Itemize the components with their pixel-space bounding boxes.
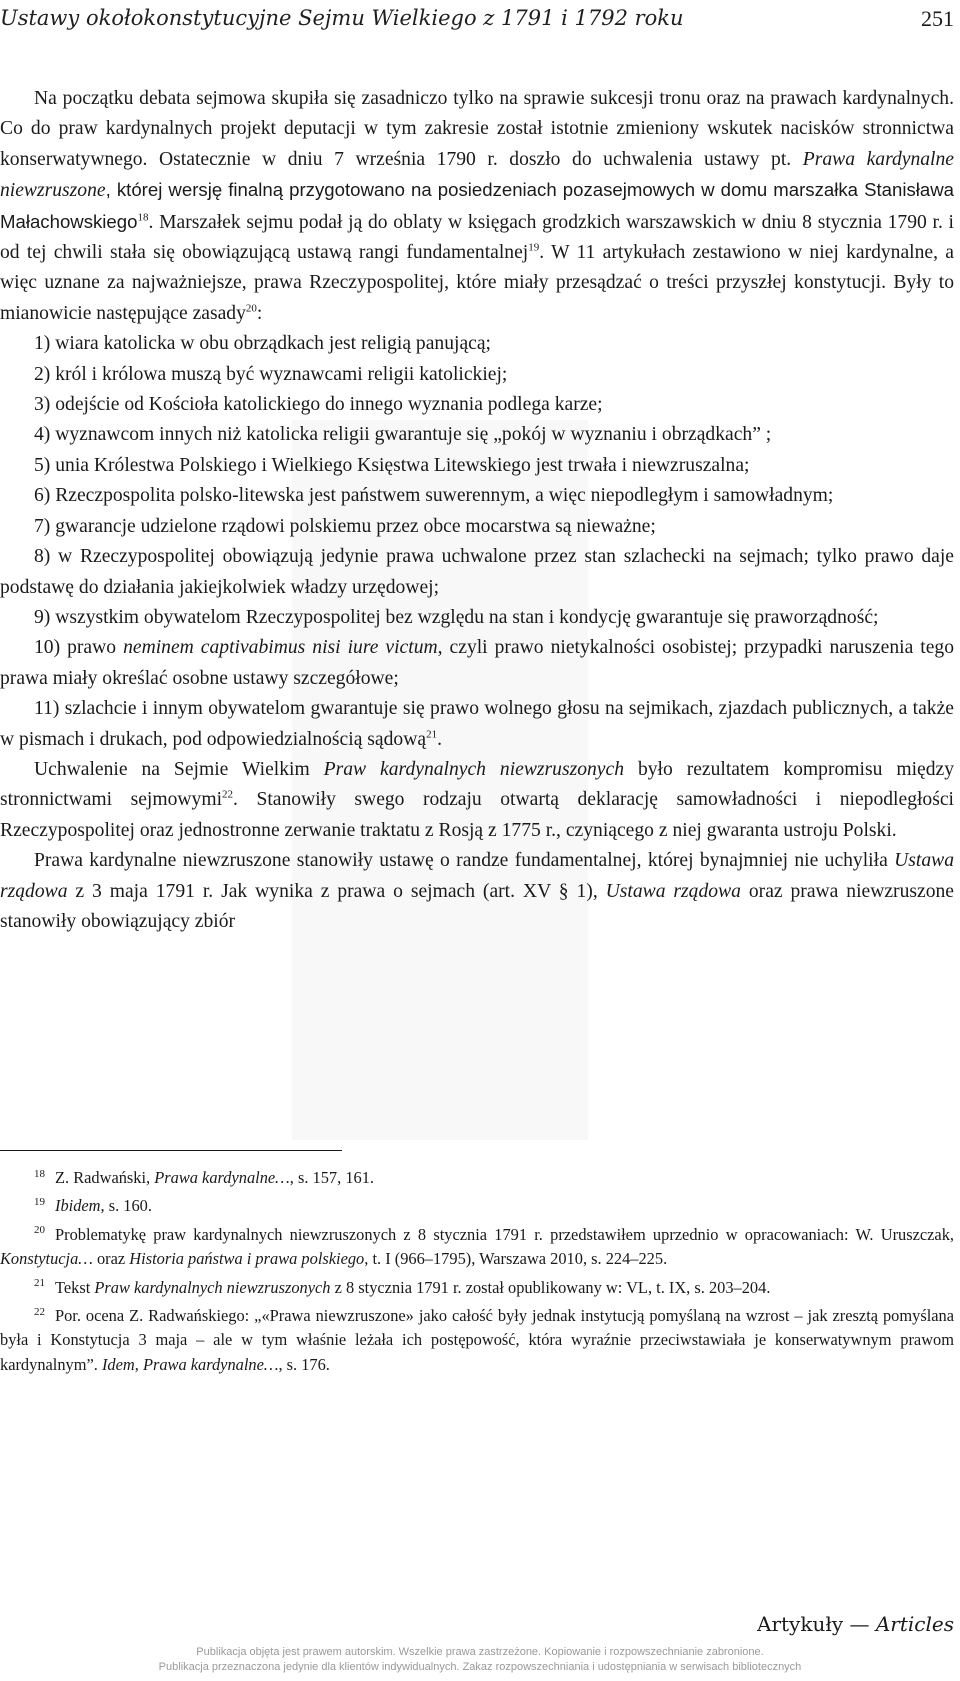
text-span: oraz prawa niewzruszone stanowiły obowiązujący zbiór xyxy=(0,880,954,932)
footnote-number: 22 xyxy=(34,1305,45,1318)
list-item: 8) w Rzeczypospolitej obowiązują jedynie prawa uchwalone przez stan szlachecki na sejmach; tylko prawo daje podstawę do działania jakiejkolwiek władzy urzędowej; xyxy=(0,546,954,598)
copyright-notice xyxy=(0,1645,960,1675)
footnote-ref[interactable]: 19 xyxy=(528,241,540,254)
list-item: 5) unia Królestwa Polskiego i Wielkiego Księstwa Litewskiego jest trwała i niewzruszalna; xyxy=(34,454,750,476)
footnote-number: 20 xyxy=(34,1224,45,1237)
text-span: Tekst xyxy=(55,1277,95,1297)
text-span: , czyli prawo nietykalności osobistej; przypadki naruszenia tego prawa miały określać osobne ustawy szczegółowe; xyxy=(0,637,954,689)
text-span: 10) prawo xyxy=(34,637,124,659)
text-span: Prawa kardynalne niewzruszone stanowiły ustawę o randze fundamentalnej, której bynajmniej nie uchyliła xyxy=(34,850,895,872)
italic-title: Ibidem xyxy=(55,1196,101,1216)
list-item: 6) Rzeczpospolita polsko-litewska jest państwem suwerennym, a więc niepodległym i samowładnym; xyxy=(34,485,834,507)
footnote-ref[interactable]: 22 xyxy=(222,788,234,801)
footnote-ref[interactable]: 20 xyxy=(245,302,257,315)
italic-title: Historia państwa i prawa polskiego xyxy=(129,1249,365,1269)
text-span: Problematykę praw kardynalnych niewzruszonych z 8 stycznia 1791 r. przedstawiłem uprzednio w opracowaniach: W. Uruszczak, xyxy=(55,1224,954,1244)
section-label-italic: Articles xyxy=(875,1612,954,1636)
text-span: . Marszałek sejmu podał ją do oblaty w księgach grodzkich warszawskich w dniu 8 stycznia 1790 r. i od tej chwili stała się obowiązującą ustawą rangi fundamentalnej xyxy=(0,211,954,264)
text-span: 11) szlachcie i innym obywatelom gwarantuje się prawo wolnego głosu na sejmikach, zjazdach publicznych, a także w pismach i drukach, pod odpowiedzialnością sądową xyxy=(0,698,954,750)
text-span: z 3 maja 1791 r. Jak wynika z prawa o sejmach (art. XV § 1), xyxy=(67,880,606,902)
italic-title: Praw kardynalnych niewzruszonych xyxy=(323,758,624,780)
text-span: było rezultatem kompromisu między stronnictwami sejmowymi xyxy=(0,758,954,811)
italic-title: Idem xyxy=(101,1354,135,1374)
footnote-21 xyxy=(0,1276,954,1300)
text-span: : xyxy=(256,302,263,324)
italic-title: Ustawa rządowa xyxy=(0,850,954,902)
paragraph-3 xyxy=(0,846,954,937)
text-span: Z. Radwański, xyxy=(55,1168,155,1187)
section-label-text: Artykuły — xyxy=(757,1612,876,1636)
running-title: Ustawy okołokonstytucyjne Sejmu Wielkiego z 1791 i 1792 roku xyxy=(0,6,684,30)
list-item xyxy=(0,694,954,755)
text-span: oraz xyxy=(92,1249,130,1269)
text-span: . Stanowiły swego rodzaju otwartą deklarację samowładności i niepodległości Rzeczypospolitej oraz jednostronne zerwanie traktatu z Rosją z 1775 r., czyniącego z niej gwaranta ustroju Polski. xyxy=(0,789,954,841)
copyright-line: Publikacja przeznaczona jedynie dla klientów indywidualnych. Zakaz rozpowszechniania i udostępniania w serwisach bibliotecznych xyxy=(158,1661,802,1673)
copyright-line: Publikacja objęta jest prawem autorskim. Wszelkie prawa zastrzeżone. Kopiowanie i rozpowszechnianie zabronione. xyxy=(196,1646,764,1658)
footnote-number: 19 xyxy=(34,1195,45,1208)
footnote-18 xyxy=(0,1166,954,1190)
list-item: 9) wszystkim obywatelom Rzeczypospolitej bez względu na stan i kondycję gwarantuje się praworządność; xyxy=(34,606,879,628)
text-span: z 8 stycznia 1791 r. został opublikowany w: VL, t. IX, s. 203–204. xyxy=(330,1277,771,1297)
footnote-number: 18 xyxy=(34,1167,45,1180)
text-span: , s. 157, 161. xyxy=(289,1168,374,1187)
italic-title: Prawa kardynalne… xyxy=(142,1354,279,1374)
text-span: , xyxy=(134,1354,143,1374)
text-span: . xyxy=(437,728,442,750)
list-item: 2) król i królowa muszą być wyznawcami religii katolickiej; xyxy=(34,363,508,385)
text-span: . W 11 artykułach zestawiono w niej kardynalne, a więc uznane za najważniejsze, prawa Rzeczypospolitej, które miały przesądzać o treści przyszłej konstytucji. Były to mianowicie następujące zasady xyxy=(0,242,954,324)
list-item: 7) gwarancje udzielone rządowi polskiemu przez obce mocarstwa są nieważne; xyxy=(34,515,656,537)
text-span: Uchwalenie na Sejmie Wielkim xyxy=(34,758,324,780)
italic-title: Konstytucja… xyxy=(0,1249,93,1269)
text-span: , s. 160. xyxy=(100,1196,152,1216)
italic-title: Ustawa rządowa xyxy=(605,880,741,902)
list-item: 1) wiara katolicka w obu obrządkach jest religią panującą; xyxy=(34,333,491,355)
footnote-number: 21 xyxy=(34,1277,45,1290)
footnote-19 xyxy=(0,1194,954,1218)
page-header xyxy=(0,2,960,36)
latin-phrase: neminem captivabimus nisi iure victum xyxy=(123,637,438,659)
italic-title: Praw kardynalnych niewzruszonych xyxy=(94,1277,331,1297)
footnote-22 xyxy=(0,1304,954,1377)
text-span: Na początku debata sejmowa skupiła się zasadniczo tylko na sprawie sukcesji tronu oraz na prawach kardynalnych. Co do praw kardynalnych projekt deputacji w tym zakresie został istotnie zmieniony wskutek nacisków stronnictwa konserwatywnego. Ostatecznie w dniu 7 września 1790 r. doszło do uchwalenia ustawy pt. xyxy=(0,88,954,170)
paragraph-1 xyxy=(0,84,954,329)
list-item: 4) wyznawcom innych niż katolicka religii gwarantuje się „pokój w wyznaniu i obrządkach” ; xyxy=(34,424,772,446)
footnote-ref[interactable]: 18 xyxy=(137,211,149,224)
footnote-20 xyxy=(0,1223,954,1272)
italic-title: Prawa kardynalne… xyxy=(154,1168,290,1187)
footnote-ref[interactable]: 21 xyxy=(426,728,438,740)
footnotes xyxy=(0,1166,954,1381)
text-span: Por. ocena Z. Radwańskiego: „«Prawa niewzruszone» jako całość były jednak instytucją pomyślaną na wzrost – jak zresztą pomyślana była i Konstytucja 3 maja – ale w tym właśnie leżała ich postępowość, która wyraźnie przeciwstawiała je konserwatywnym prawom kardynalnym”. xyxy=(0,1306,954,1374)
main-text xyxy=(0,84,954,937)
section-label xyxy=(757,1612,954,1636)
text-span: , t. I (966–1795), Warszawa 2010, s. 224–225. xyxy=(364,1249,668,1269)
footnote-separator xyxy=(0,1150,342,1151)
text-span: , której wersję finalną przygotowano na posiedzeniach pozasejmowych w domu marszałka Stanisława Małachowskiego xyxy=(0,179,954,232)
italic-title: Prawa kardynalne niewzruszone xyxy=(0,148,954,202)
list-item: 3) odejście od Kościoła katolickiego do innego wyznania podlega karze; xyxy=(34,394,603,416)
list-item xyxy=(0,633,954,694)
paragraph-2 xyxy=(0,755,954,846)
text-span: , s. 176. xyxy=(278,1354,330,1374)
page-number: 251 xyxy=(921,6,954,31)
